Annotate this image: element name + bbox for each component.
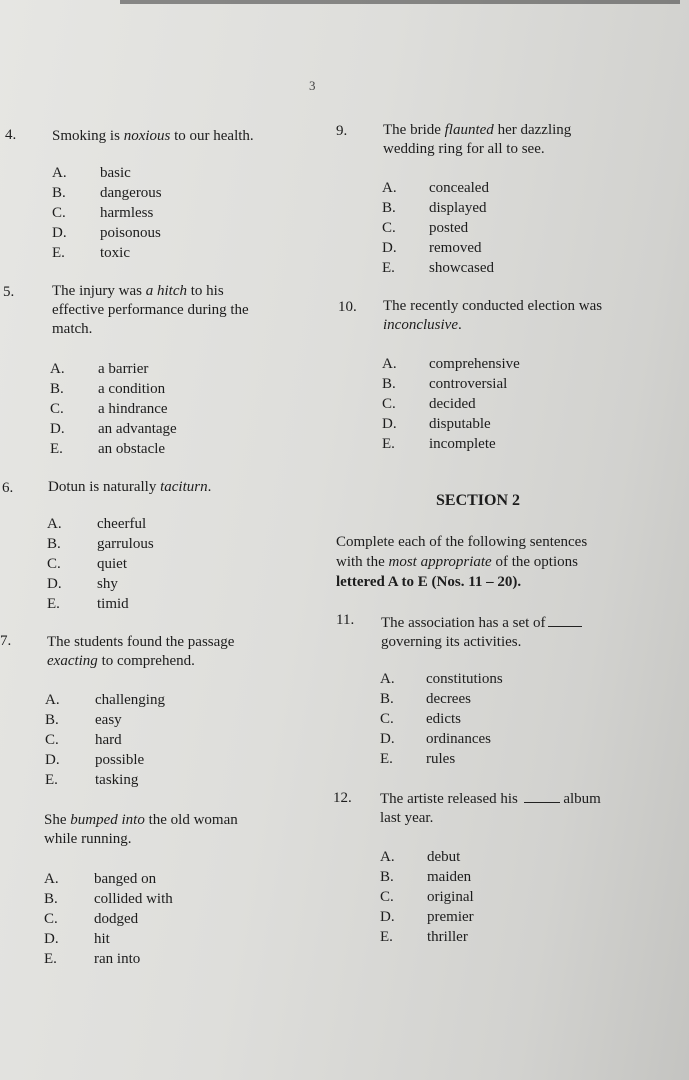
option-letter: D.: [50, 421, 65, 437]
option-letter: E.: [52, 245, 65, 261]
option-letter: D.: [380, 909, 395, 925]
option-letter: C.: [52, 205, 66, 221]
option-letter: B.: [382, 376, 396, 392]
option-letter: A.: [50, 361, 65, 377]
option-text: edicts: [426, 711, 461, 727]
option-letter: B.: [44, 891, 58, 907]
option-text: cheerful: [97, 516, 147, 532]
question-number: 7.: [0, 633, 12, 649]
option-text: comprehensive: [429, 356, 520, 372]
answer-blank: [524, 788, 560, 803]
question-stem: She bumped into the old woman while running.: [44, 812, 238, 847]
option-text: decrees: [426, 691, 471, 707]
option-text: premier: [427, 909, 474, 925]
option-text: maiden: [427, 869, 472, 885]
question-stem: The association has a set of governing its activities.: [381, 612, 621, 652]
question-stem: The recently conducted election was inconclusive.: [383, 298, 603, 333]
option-text: challenging: [95, 692, 165, 708]
option-text: tasking: [95, 772, 139, 788]
option-letter: B.: [382, 200, 396, 216]
option-text: concealed: [429, 180, 489, 196]
option-text: shy: [97, 576, 118, 592]
option-text: hit: [94, 931, 110, 947]
question-number: 12.: [333, 790, 352, 806]
option-letter: E.: [50, 441, 63, 457]
option-text: posted: [429, 220, 469, 236]
option-text: toxic: [100, 245, 130, 261]
option-letter: B.: [380, 691, 394, 707]
option-text: an obstacle: [98, 441, 166, 457]
question-stem: Dotun is naturally taciturn.: [48, 479, 212, 495]
option-letter: A.: [380, 671, 395, 687]
option-letter: C.: [45, 732, 59, 748]
option-text: incomplete: [429, 436, 496, 452]
option-letter: E.: [382, 260, 395, 276]
question-stem: The injury was a hitch to his effective performance during the match.: [52, 283, 249, 337]
option-letter: D.: [382, 240, 397, 256]
option-text: thriller: [427, 929, 468, 945]
option-text: dodged: [94, 911, 139, 927]
option-text: a hindrance: [98, 401, 168, 417]
option-text: a condition: [98, 381, 166, 397]
option-letter: C.: [382, 220, 396, 236]
option-text: original: [427, 889, 474, 905]
option-letter: D.: [380, 731, 395, 747]
option-text: showcased: [429, 260, 494, 276]
option-letter: B.: [50, 381, 64, 397]
option-letter: A.: [44, 871, 59, 887]
question-stem: The artiste released his album last year.: [380, 788, 620, 828]
option-text: timid: [97, 596, 129, 612]
question-number: 4.: [5, 127, 17, 143]
option-letter: E.: [47, 596, 60, 612]
question-number: 5.: [3, 284, 15, 300]
option-text: a barrier: [98, 361, 149, 377]
question-stem: Smoking is noxious to our health.: [52, 128, 254, 144]
option-letter: E.: [380, 929, 393, 945]
option-letter: D.: [45, 752, 60, 768]
option-text: controversial: [429, 376, 508, 392]
option-text: debut: [427, 849, 461, 865]
option-text: disputable: [429, 416, 491, 432]
option-letter: D.: [44, 931, 59, 947]
page-number: 3: [309, 78, 316, 93]
question-number: 11.: [336, 612, 355, 628]
option-text: hard: [95, 732, 122, 748]
question-stem: The bride flaunted her dazzling wedding ring for all to see.: [383, 122, 572, 157]
option-text: rules: [426, 751, 456, 767]
option-letter: A.: [52, 165, 67, 181]
answer-blank: [548, 612, 582, 627]
option-text: possible: [95, 752, 145, 768]
option-letter: C.: [382, 396, 396, 412]
question-number: 6.: [2, 480, 14, 496]
question-number: 9.: [336, 123, 348, 139]
option-letter: A.: [47, 516, 62, 532]
option-letter: D.: [47, 576, 62, 592]
option-letter: C.: [380, 889, 394, 905]
option-letter: E.: [44, 951, 57, 967]
option-letter: B.: [47, 536, 61, 552]
question-number: 10.: [338, 299, 357, 315]
page-top-edge: [120, 0, 680, 4]
option-letter: E.: [382, 436, 395, 452]
option-letter: E.: [45, 772, 58, 788]
option-letter: C.: [47, 556, 61, 572]
question-stem: The students found the passage exacting to comprehend.: [47, 634, 235, 669]
option-text: an advantage: [98, 421, 177, 437]
option-text: constitutions: [426, 671, 503, 687]
option-letter: C.: [50, 401, 64, 417]
option-text: harmless: [100, 205, 154, 221]
option-letter: B.: [380, 869, 394, 885]
option-letter: A.: [382, 180, 397, 196]
section-instructions: Complete each of the following sentences with the most appropriate of the options lettered A to E (Nos. 11 – 20).: [336, 534, 588, 590]
option-text: easy: [95, 712, 122, 728]
option-letter: A.: [382, 356, 397, 372]
option-letter: E.: [380, 751, 393, 767]
option-letter: B.: [52, 185, 66, 201]
option-letter: A.: [45, 692, 60, 708]
option-letter: A.: [380, 849, 395, 865]
option-text: removed: [429, 240, 482, 256]
option-text: ordinances: [426, 731, 491, 747]
option-letter: C.: [44, 911, 58, 927]
option-letter: D.: [382, 416, 397, 432]
section-heading: SECTION 2: [436, 492, 521, 509]
option-text: dangerous: [100, 185, 162, 201]
option-text: garrulous: [97, 536, 154, 552]
option-letter: B.: [45, 712, 59, 728]
option-text: collided with: [94, 891, 173, 907]
option-text: decided: [429, 396, 476, 412]
option-text: banged on: [94, 871, 157, 887]
option-letter: D.: [52, 225, 67, 241]
option-text: ran into: [94, 951, 141, 967]
option-text: basic: [100, 165, 131, 181]
option-letter: C.: [380, 711, 394, 727]
option-text: quiet: [97, 556, 127, 572]
option-text: poisonous: [100, 225, 161, 241]
option-text: displayed: [429, 200, 487, 216]
